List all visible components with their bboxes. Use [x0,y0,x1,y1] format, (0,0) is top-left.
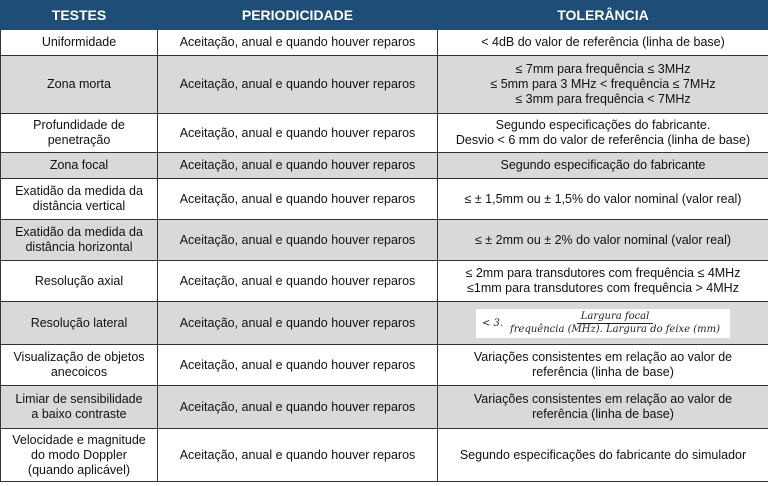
period-cell: Aceitação, anual e quando houver reparos [158,179,438,220]
tolerance-cell: ≤ 7mm para frequência ≤ 3MHz ≤ 5mm para 3 MHz < frequência ≤ 7MHz ≤ 3mm para frequência < 7MHz [438,56,768,114]
table-row [1,386,768,429]
test-cell: Zona focal [1,153,158,179]
header-tests: TESTES [1,1,158,30]
tolerance-cell: Variações consistentes em relação ao valor de referência (linha de base) [438,386,768,429]
tolerance-cell: Variações consistentes em relação ao valor de referência (linha de base) [438,345,768,386]
period-cell: Aceitação, anual e quando houver reparos [158,220,438,261]
table-row [1,261,768,302]
tolerance-cell [438,302,768,345]
lateral-resolution-formula [476,309,730,338]
period-cell: Aceitação, anual e quando houver reparos [158,114,438,153]
formula-prefix: < 3. [481,317,504,329]
tolerance-cell: < 4dB do valor de referência (linha de base) [438,30,768,56]
table-row [1,429,768,482]
formula-fraction [506,311,724,336]
test-cell: Resolução lateral [1,302,158,345]
period-cell: Aceitação, anual e quando houver reparos [158,429,438,482]
formula-numerator: Largura focal [577,311,654,324]
test-cell: Zona morta [1,56,158,114]
period-cell: Aceitação, anual e quando houver reparos [158,302,438,345]
table-row [1,56,768,114]
table-row [1,345,768,386]
table-row [1,220,768,261]
header-periodicity: PERIODICIDADE [158,1,438,30]
tolerance-cell: Segundo especificações do fabricante. Desvio < 6 mm do valor de referência (linha de base) [438,114,768,153]
tolerance-cell: ≤ ± 1,5mm ou ± 1,5% do valor nominal (valor real) [438,179,768,220]
test-cell: Limiar de sensibilidade a baixo contraste [1,386,158,429]
table-row [1,302,768,345]
test-cell: Visualização de objetos anecoicos [1,345,158,386]
period-cell: Aceitação, anual e quando houver reparos [158,345,438,386]
tolerance-cell: Segundo especificação do fabricante [438,153,768,179]
table-row [1,114,768,153]
test-cell: Exatidão da medida da distância vertical [1,179,158,220]
test-cell: Profundidade de penetração [1,114,158,153]
table-row [1,179,768,220]
tolerance-cell: Segundo especificações do fabricante do simulador [438,429,768,482]
period-cell: Aceitação, anual e quando houver reparos [158,261,438,302]
period-cell: Aceitação, anual e quando houver reparos [158,386,438,429]
tolerance-cell: ≤ ± 2mm ou ± 2% do valor nominal (valor real) [438,220,768,261]
formula-denominator: frequência (MHz). Largura do feixe (mm) [510,323,721,335]
test-cell: Velocidade e magnitude do modo Doppler (quando aplicável) [1,429,158,482]
table-row [1,30,768,56]
test-cell: Resolução axial [1,261,158,302]
tolerance-cell: ≤ 2mm para transdutores com frequência ≤ 4MHz ≤1mm para transdutores com frequência > 4MHz [438,261,768,302]
period-cell: Aceitação, anual e quando houver reparos [158,56,438,114]
period-cell: Aceitação, anual e quando houver reparos [158,30,438,56]
header-row [1,1,768,30]
table-row [1,153,768,179]
test-cell: Uniformidade [1,30,158,56]
period-cell: Aceitação, anual e quando houver reparos [158,153,438,179]
header-tolerance: TOLERÂNCIA [438,1,768,30]
test-cell: Exatidão da medida da distância horizontal [1,220,158,261]
